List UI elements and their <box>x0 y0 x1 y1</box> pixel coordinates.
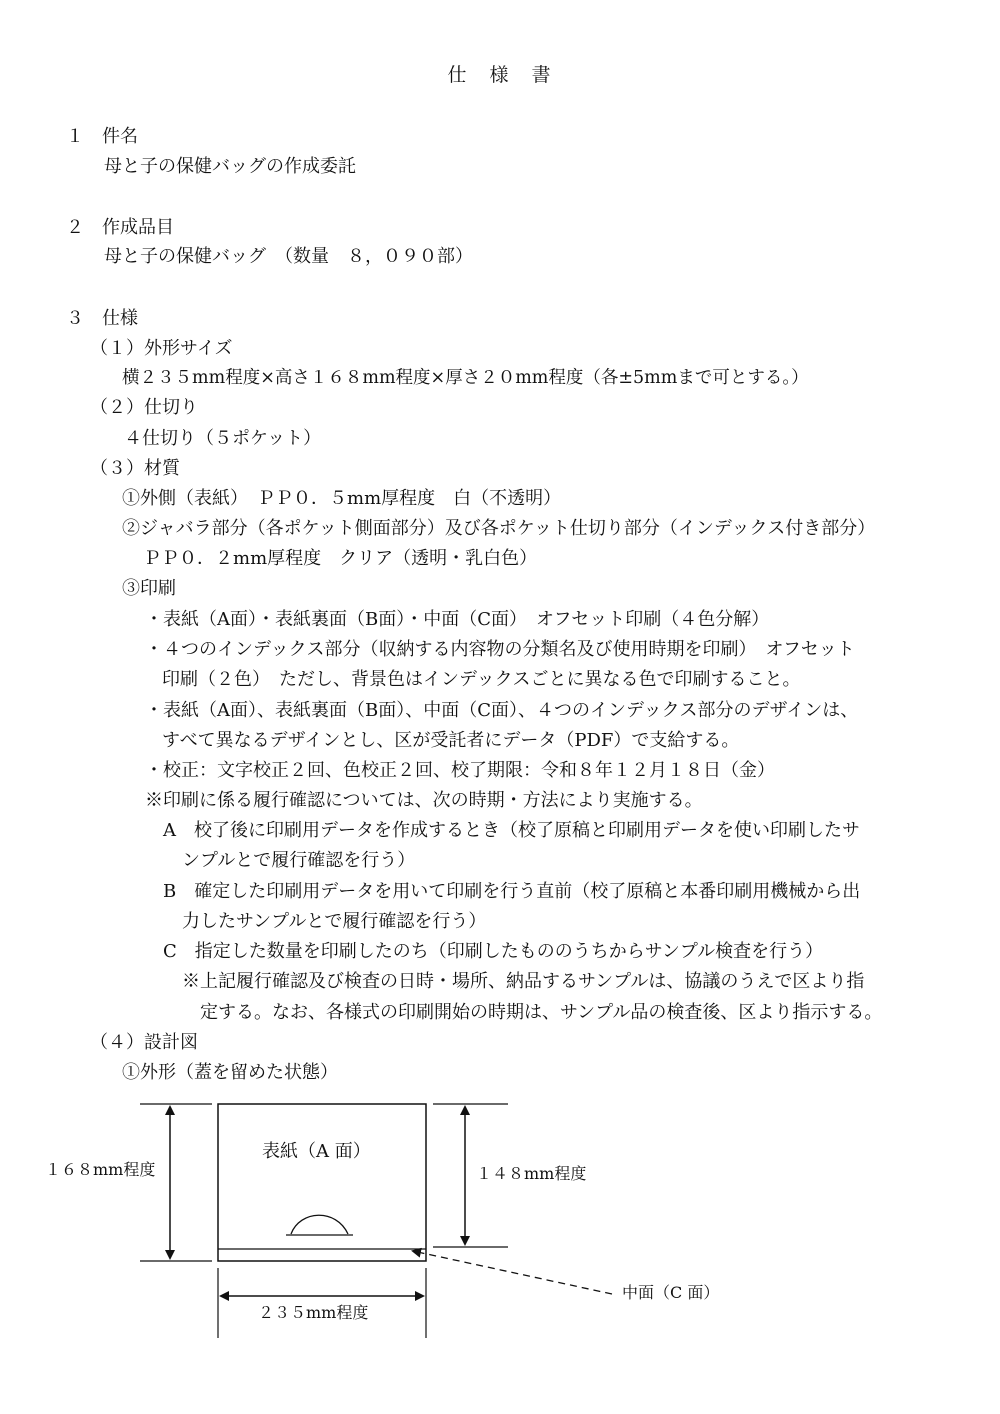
check-b-line2: 力したサンプルとで履行確認を行う） <box>182 911 487 932</box>
print-bullet-4: ・校正：文字校正２回、色校正２回、校了期限：令和８年１２月１８日（金） <box>145 760 775 781</box>
material-item-2-line1: ②ジャバラ部分（各ポケット側面部分）及び各ポケット仕切り部分（インデックス付き部分） <box>122 518 876 539</box>
subsection-1-heading: （１）外形サイズ <box>90 338 233 359</box>
section-1-heading: １ 件名 <box>66 126 138 147</box>
print-bullet-3-line2: すべて異なるデザインとし、区が受託者にデータ（PDF）で支給する。 <box>162 730 740 751</box>
subsection-3-heading: （３）材質 <box>90 458 180 479</box>
subsection-1-body: 横２３５mm程度×高さ１６８mm程度×厚さ２０mm程度（各±5mmまで可とする。） <box>122 368 809 388</box>
section-2-body: 母と子の保健バッグ （数量 ８，０９０部） <box>104 246 473 267</box>
note-2-line2: 定する。なお、各様式の印刷開始の時期は、サンプル品の検査後、区より指示する。 <box>200 1002 883 1023</box>
subsection-4-heading: （４）設計図 <box>90 1032 198 1053</box>
print-bullet-2-line2: 印刷（２色） ただし、背景色はインデックスごとに異なる色で印刷すること。 <box>162 669 801 690</box>
width-label: ２３５mm程度 <box>258 1303 369 1322</box>
check-a-line2: ンプルとで履行確認を行う） <box>182 850 416 871</box>
subsection-2-body: ４仕切り（５ポケット） <box>124 428 322 449</box>
flap-curve <box>291 1215 348 1234</box>
material-item-1: ①外側（表紙） ＰＰ０．５mm厚程度 白（不透明） <box>122 488 562 509</box>
print-bullet-3-line1: ・表紙（A面）、表紙裏面（B面）、中面（C面）、４つのインデックス部分のデザインは、 <box>145 700 859 721</box>
section-1-body: 母と子の保健バッグの作成委託 <box>104 156 356 177</box>
note-2-line1: ※上記履行確認及び検査の日時・場所、納品するサンプルは、協議のうえで区より指 <box>182 971 865 992</box>
check-b-line1: B 確定した印刷用データを用いて印刷を行う直前（校了原稿と本番印刷用機械から出 <box>163 881 861 902</box>
section-2-heading: ２ 作成品目 <box>66 217 174 238</box>
subsection-2-heading: （２）仕切り <box>90 397 198 418</box>
middle-face-leader <box>413 1251 612 1294</box>
front-cover-outline <box>218 1104 426 1261</box>
subsection-4-sub: ①外形（蓋を留めた状態） <box>122 1062 338 1083</box>
middle-face-label: 中面（C 面） <box>622 1283 720 1302</box>
print-note: ※印刷に係る履行確認については、次の時期・方法により実施する。 <box>145 790 703 811</box>
material-item-3: ③印刷 <box>122 578 176 599</box>
check-c: C 指定した数量を印刷したのち（印刷したもののうちからサンプル検査を行う） <box>163 941 824 962</box>
page-title: 仕 様 書 <box>447 64 553 86</box>
print-bullet-2-line1: ・４つのインデックス部分（収納する内容物の分類名及び使用時期を印刷） オフセット <box>145 639 855 660</box>
print-bullet-1: ・表紙（A面）・表紙裏面（B面）・中面（C面） オフセット印刷（４色分解） <box>145 609 770 630</box>
material-item-2-line2: ＰＰ０．２mm厚程度 クリア（透明・乳白色） <box>143 548 538 569</box>
height-label: １６８mm程度 <box>45 1160 156 1179</box>
front-cover-label: 表紙（A 面） <box>262 1141 371 1162</box>
outline-diagram <box>0 1090 1000 1350</box>
inner-height-label: １４８mm程度 <box>476 1164 587 1183</box>
check-a-line1: A 校了後に印刷用データを作成するとき（校了原稿と印刷用データを使い印刷したサ <box>163 820 860 841</box>
section-3-heading: ３ 仕様 <box>66 308 138 329</box>
